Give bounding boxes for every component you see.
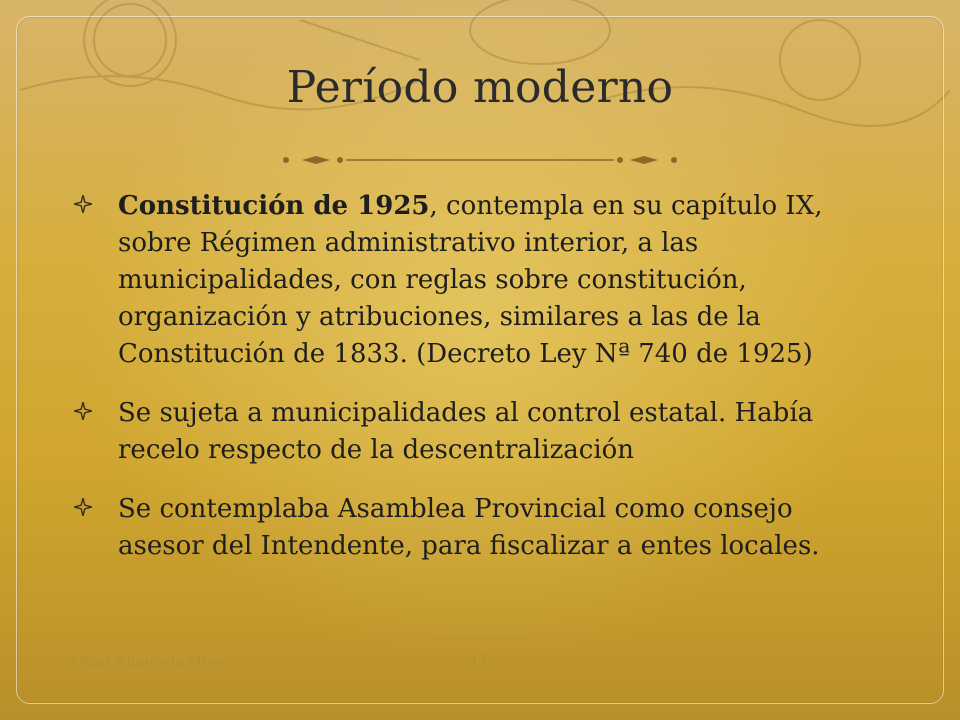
bullet-text (118, 491, 854, 565)
list-item (74, 491, 854, 565)
page-number: 17 (470, 654, 488, 670)
bullet-text (118, 188, 854, 373)
bullet-bold-text: Constitución de 1925 (118, 191, 430, 221)
list-item (74, 395, 854, 469)
ornamental-divider (280, 150, 680, 170)
bullet-body-text: Se contemplaba Asamblea Provincial como consejo asesor del Intendente, para fiscalizar a entes locales. (118, 494, 820, 561)
slide-title: Período moderno (286, 62, 674, 113)
list-item (74, 188, 854, 373)
bullet-body-text: , contempla en su capítulo IX, sobre Régimen administrativo interior, a las municipalidades, con reglas sobre constitución, organización y atribuciones, similares a las de la Constitución de 1833. (Decreto Ley Nª 740 de 1925) (118, 191, 823, 369)
bullet-body-text: Se sujeta a municipalidades al control estatal. Había recelo respecto de la descentralización (118, 398, 814, 465)
bullet-text (118, 395, 854, 469)
four-point-star-icon (74, 188, 118, 217)
bullet-list (74, 188, 854, 587)
four-point-star-icon (74, 491, 118, 520)
footer-author: Omar Ahumada Mora (72, 654, 226, 670)
four-point-star-icon (74, 395, 118, 424)
